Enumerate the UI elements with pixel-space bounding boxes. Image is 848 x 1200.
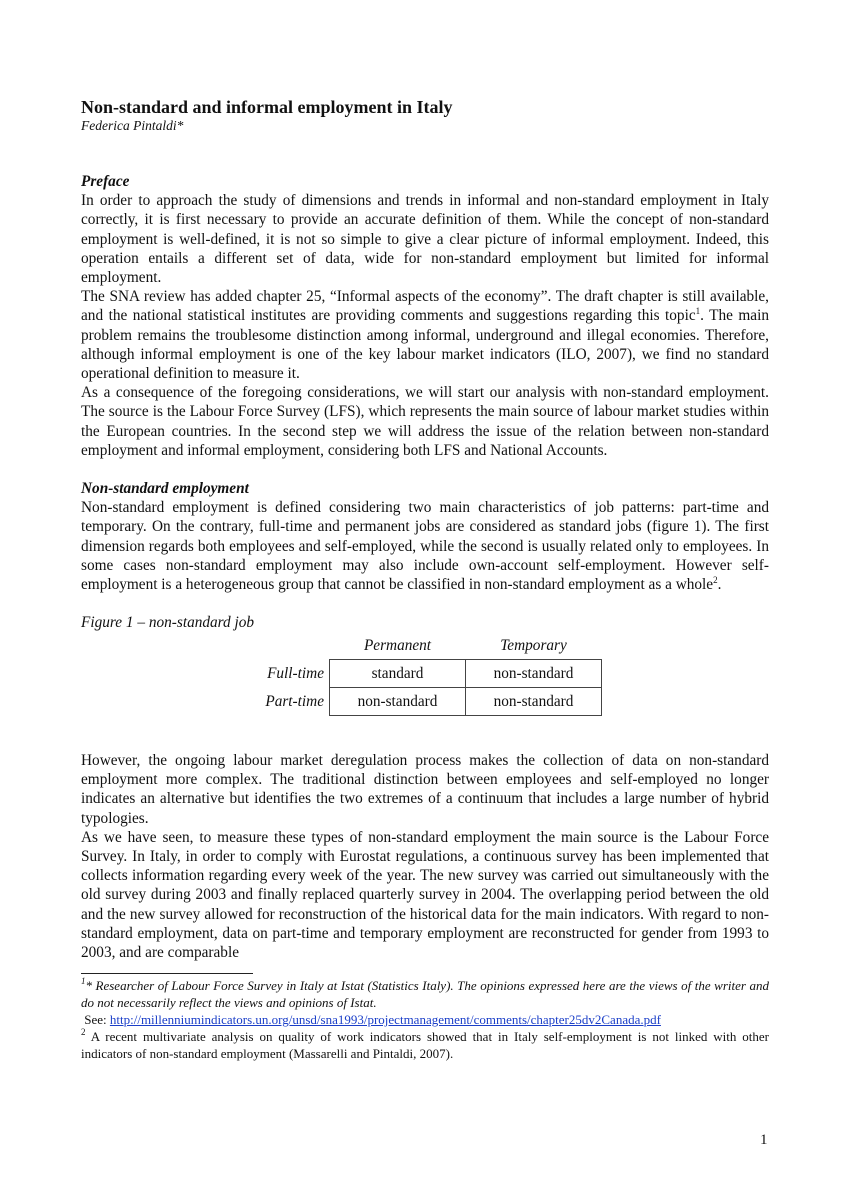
table-cell: standard	[330, 659, 466, 687]
text-run: .	[717, 576, 722, 594]
page-number: 1	[760, 1132, 768, 1148]
table-corner	[249, 632, 330, 659]
footnote-link[interactable]: http://millenniumindicators.un.org/unsd/sna1993/projectmanagement/comments/chapter25dv2Canada.pdf	[109, 1012, 661, 1028]
footnote-1	[81, 977, 769, 1011]
document-page	[81, 96, 769, 1062]
preface-paragraph-2	[81, 287, 769, 383]
section-heading-nonstandard: Non-standard employment	[81, 480, 249, 498]
section-heading-preface: Preface	[81, 173, 130, 190]
table-cell: non-standard	[466, 687, 602, 715]
see-label: See:	[84, 1012, 110, 1028]
text-run: . The main problem remains the troublesome distinction among informal, underground and illegal economies. Therefore, although informal employment is one of the key labour market indicators (ILO, 2007), we find no standard operational definition to measure it.	[81, 307, 769, 383]
row-label-part-time: Part-time	[265, 692, 324, 710]
preface-paragraph-3: As a consequence of the foregoing considerations, we will start our analysis with non-standard employment. The source is the Labour Force Survey (LFS), which represents the main source of labour market studies within the European countries. In the second step we will address the issue of the relation between non-standard employment and informal employment, considering both LFS and National Accounts.	[81, 384, 769, 459]
footnote-2	[81, 1028, 769, 1062]
footnote-mark-2: 2	[81, 1027, 86, 1038]
col-header-permanent: Permanent	[363, 637, 432, 655]
author-name: Federica Pintaldi*	[81, 118, 184, 133]
figure-1-table	[249, 632, 602, 716]
col-header-temporary: Temporary	[500, 637, 567, 655]
row-label-full-time: Full-time	[267, 664, 324, 682]
body-paragraph-1: However, the ongoing labour market deregulation process makes the collection of data on non-standard employment more complex. The traditional distinction between employees and self-employed no longer indicates an alternative but identifies the two extremes of a continuum that includes a large number of hybrid typologies.	[81, 751, 769, 827]
body-paragraph-2: As we have seen, to measure these types of non-standard employment the main source is the Labour Force Survey. In Italy, in order to comply with Eurostat regulations, a continuous survey has been implemented that collects information regarding every week of the year. The new survey was carried out simultaneously with the old survey during 2003 and finally replaced quarterly survey in 2004. The overlapping period between the old and the new survey allowed for reconstruction of the historical data for the main indicators. With regard to non-standard employment, data on part-time and temporary employment are reconstructed for gender from 1993 to 2003, and are comparable	[81, 828, 769, 961]
preface-paragraph-1: In order to approach the study of dimensions and trends in informal and non-standard employment in Italy correctly, it is first necessary to provide an accurate definition of them. While the concept of non-standard employment is well-defined, it is not so simple to give a clear picture of informal employment. Indeed, this operation entails a different set of data, wide for non-standard employment but limited for informal employment.	[81, 192, 769, 287]
table-cell: non-standard	[466, 659, 602, 687]
figure-caption: Figure 1 – non-standard job	[81, 614, 255, 632]
text-run: Non-standard employment is defined considering two main characteristics of job patterns: part-time and temporary. On the contrary, full-time and permanent jobs are considered as standard jobs (figure 1). The first dimension regards both employees and self-employed, while the second is usually related only to employees. In some cases non-standard employment may also include own-account self-employment. However self-employment is a heterogeneous group that cannot be classified in non-standard employment as a whole	[81, 499, 769, 594]
footnote-1-see	[81, 1011, 769, 1028]
nonstandard-paragraph-1	[81, 498, 769, 594]
footnote-ref-1[interactable]: 1	[695, 306, 701, 317]
footnote-ref-2[interactable]: 2	[713, 575, 718, 586]
footnote-mark-1: 1	[81, 976, 86, 987]
text-run: The SNA review has added chapter 25, “Informal aspects of the economy”. The draft chapter is still available, and the national statistical institutes are providing comments and suggestions regarding this topic	[81, 288, 769, 325]
table-cell: non-standard	[330, 687, 466, 715]
footnote-text: A recent multivariate analysis on quality of work indicators showed that in Italy self-employment is not linked with other indicators of non-standard employment (Massarelli and Pintaldi, 2007).	[81, 1029, 769, 1062]
paper-title: Non-standard and informal employment in Italy	[81, 97, 453, 117]
footnote-text: * Researcher of Labour Force Survey in Italy at Istat (Statistics Italy). The opinions expressed here are the views of the writer and do not necessarily reflect the views and opinions of Istat.	[81, 978, 769, 1011]
